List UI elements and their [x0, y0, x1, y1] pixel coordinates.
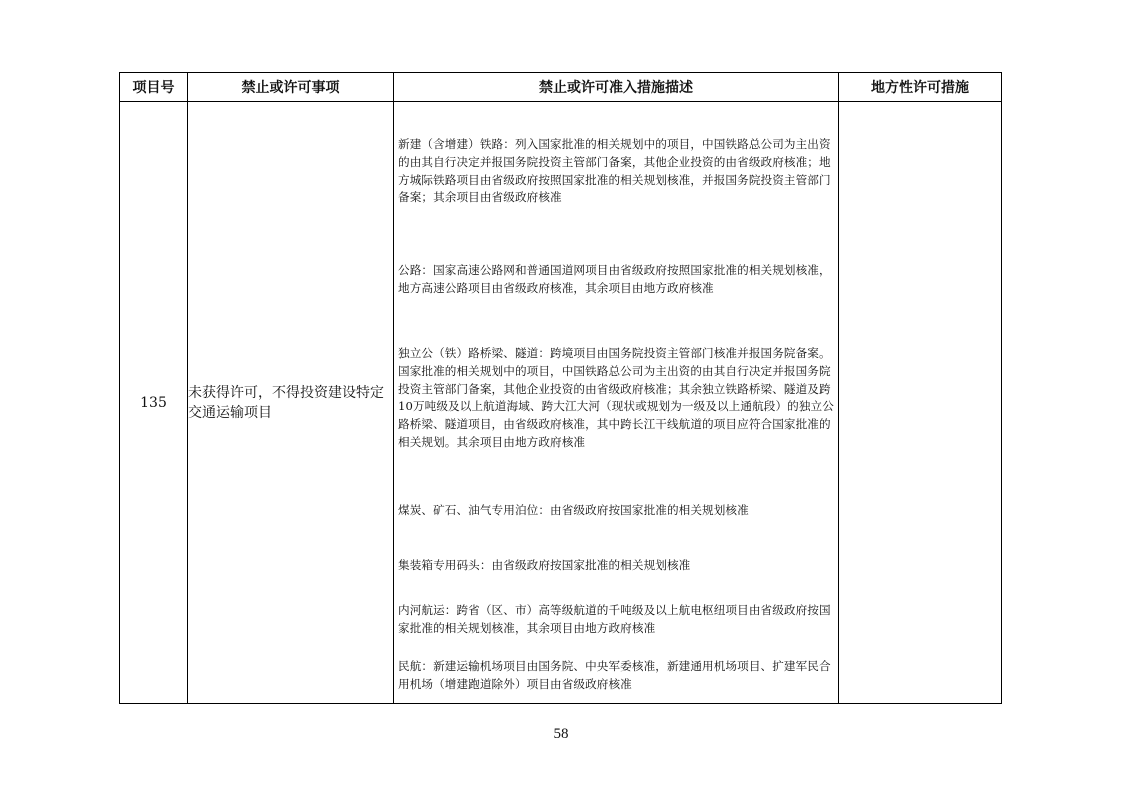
item-name-cell: 未获得许可，不得投资建设特定交通运输项目	[188, 102, 394, 704]
local-measure-cell	[839, 102, 1002, 704]
description-inland-waterway: 内河航运：跨省（区、市）高等级航道的千吨级及以上航电枢纽项目由省级政府按国家批准的相关规划核准，其余项目由地方政府核准	[398, 603, 831, 635]
table-row	[120, 102, 1002, 704]
description-highway: 公路：国家高速公路网和普通国道网项目由省级政府按照国家批准的相关规划核准，地方高速公路项目由省级政府核准，其余项目由地方政府核准	[398, 263, 831, 295]
header-item-number: 项目号	[120, 73, 188, 102]
regulation-table	[119, 72, 1002, 704]
description-container-terminal: 集装箱专用码头：由省级政府按国家批准的相关规划核准	[398, 558, 691, 572]
description-railway: 新建（含增建）铁路：列入国家批准的相关规划中的项目，中国铁路总公司为主出资的由其自行决定并报国务院投资主管部门备案，其他企业投资的由省级政府核准；地方城际铁路项目由省级政府按照国家批准的相关规划核准，并报国务院投资主管部门备案；其余项目由省级政府核准	[398, 137, 831, 205]
item-number-cell: 135	[120, 102, 188, 704]
table-header-row	[120, 73, 1002, 102]
header-item-name: 禁止或许可事项	[188, 73, 394, 102]
header-local-measure: 地方性许可措施	[839, 73, 1002, 102]
page-number: 58	[553, 726, 569, 742]
description-civil-aviation: 民航：新建运输机场项目由国务院、中央军委核准，新建通用机场项目、扩建军民合用机场（增建跑道除外）项目由省级政府核准	[398, 659, 831, 691]
description-bulk-berth: 煤炭、矿石、油气专用泊位：由省级政府按国家批准的相关规划核准	[398, 503, 749, 517]
description-bridge-tunnel: 独立公（铁）路桥梁、隧道：跨境项目由国务院投资主管部门核准并报国务院备案。国家批准的相关规划中的项目，中国铁路总公司为主出资的由其自行决定并报国务院投资主管部门备案，其他企业投资的由省级政府核准；其余独立铁路桥梁、隧道及跨10万吨级及以上航道海域、跨大江大河（现状或规划为一级及以上通航段）的独立公路桥梁、隧道项目，由省级政府核准，其中跨长江干线航道的项目应符合国家批准的相关规划。其余项目由地方政府核准	[398, 346, 834, 449]
measure-description-cell	[394, 102, 839, 704]
header-measure-description: 禁止或许可准入措施描述	[394, 73, 839, 102]
